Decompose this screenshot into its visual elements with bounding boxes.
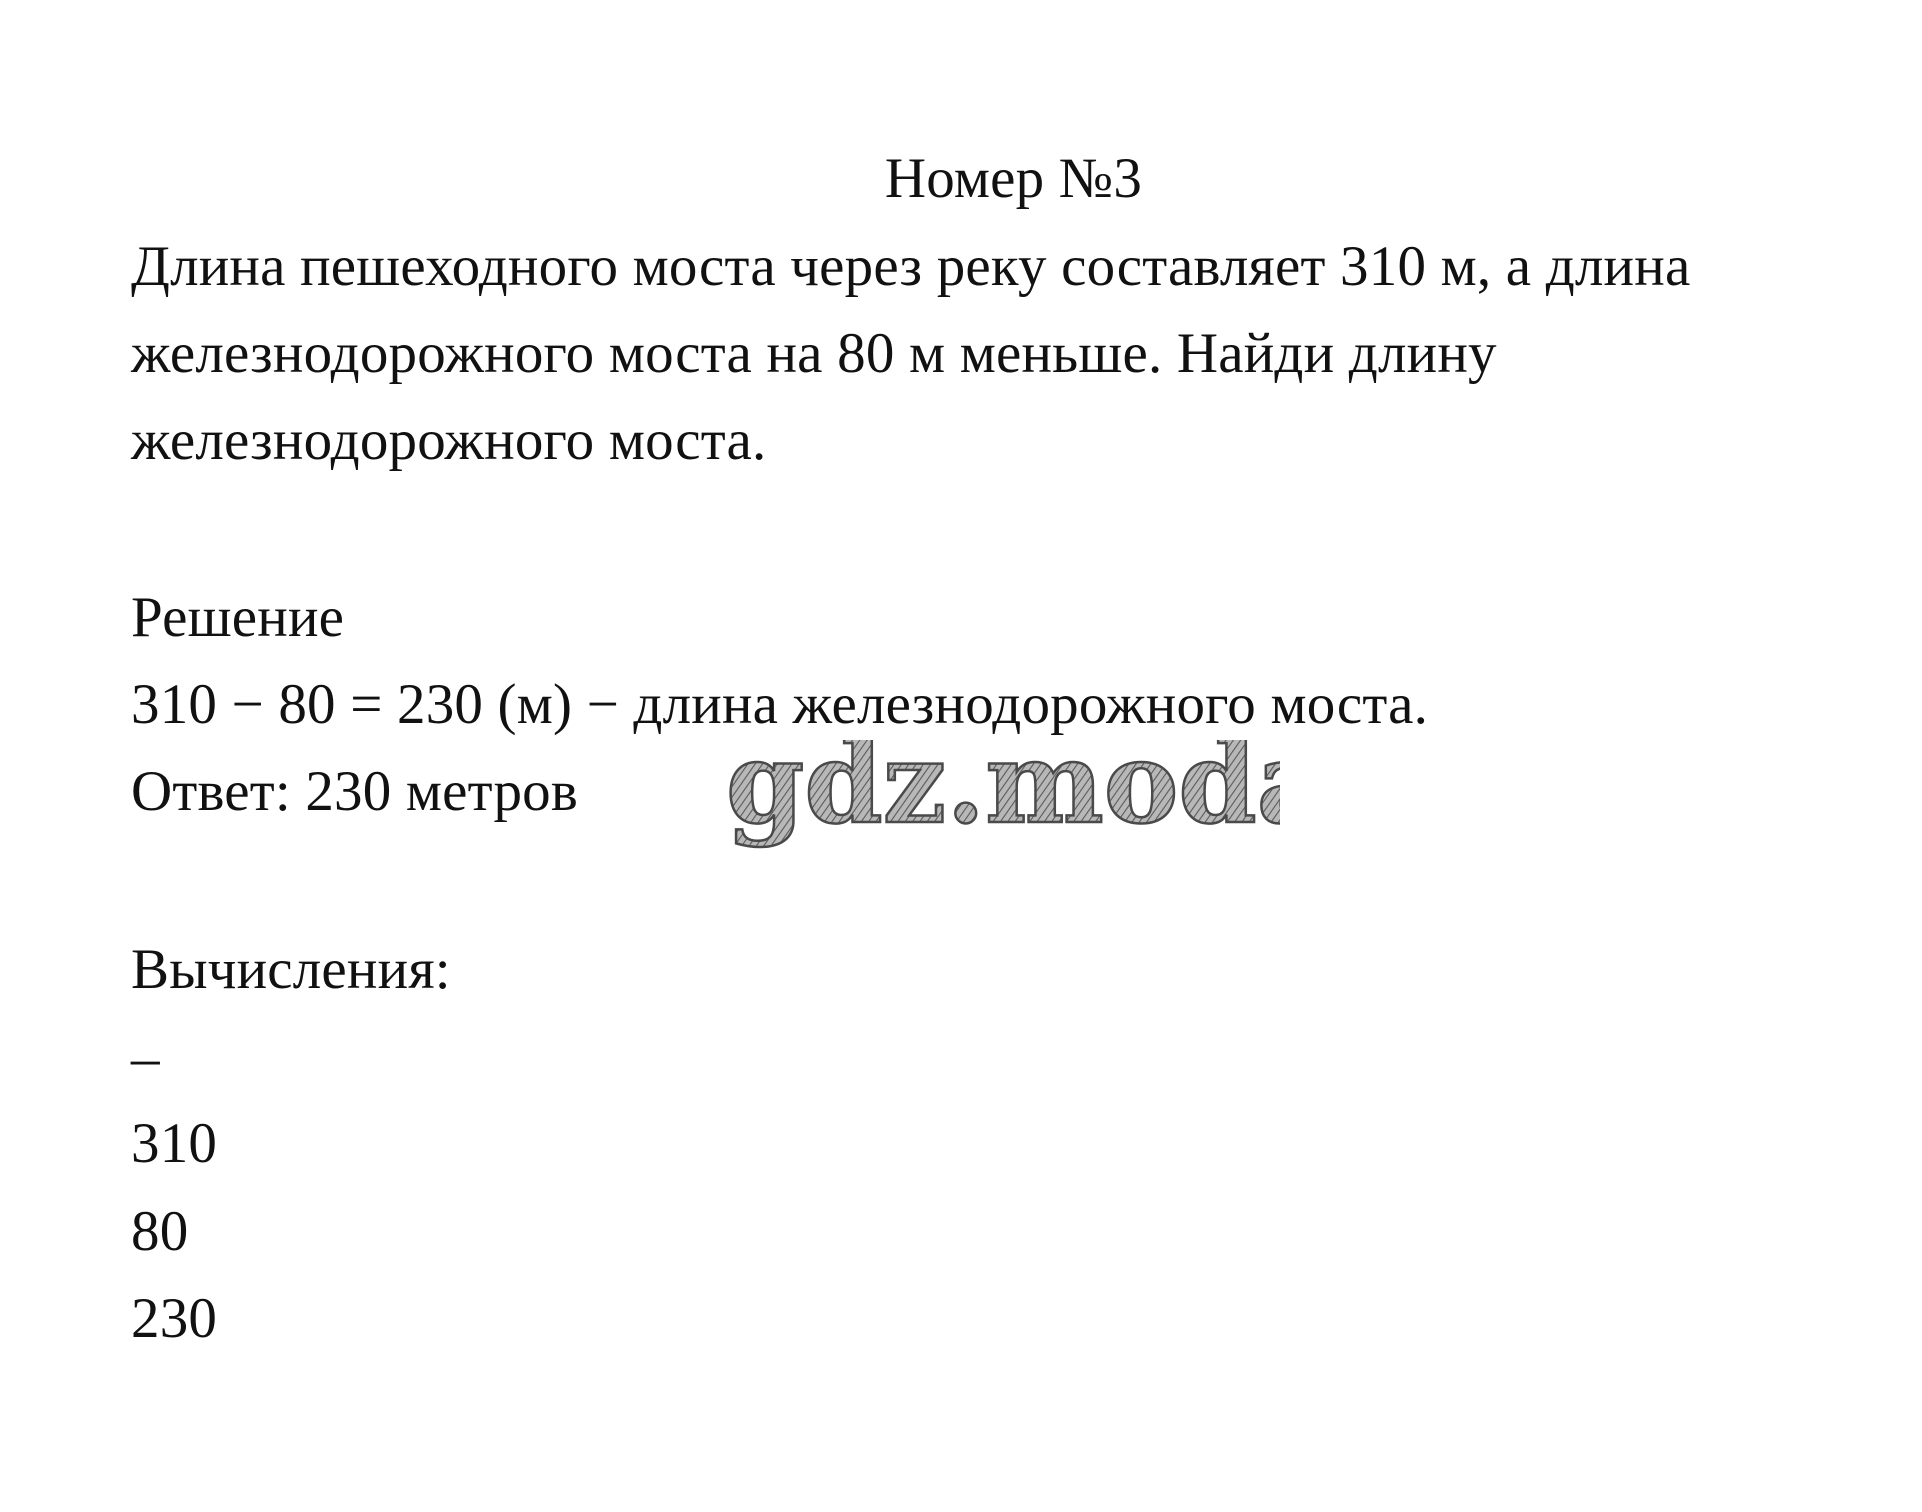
calculation-subtrahend: 80: [131, 1200, 189, 1263]
calculations-heading: Вычисления:: [131, 938, 451, 1001]
watermark-text: gdz.moda: [726, 740, 1280, 849]
solution-expression: 310 − 80 = 230 (м) − длина железнодорожного моста.: [131, 673, 1429, 736]
problem-text-line-1: Длина пешеходного моста через реку составляет 310 м, а длина: [131, 235, 1691, 298]
calculation-result: 230: [131, 1287, 218, 1350]
calculation-minuend: 310: [131, 1112, 218, 1175]
watermark-logo: [720, 740, 1280, 865]
solution-heading: Решение: [131, 586, 345, 649]
problem-text-line-2: железнодорожного моста на 80 м меньше. Найди длину: [131, 322, 1497, 385]
solution-answer: Ответ: 230 метров: [131, 760, 578, 823]
calculation-operator: _: [131, 1007, 160, 1070]
problem-title: Номер №3: [884, 147, 1143, 210]
problem-text-line-3: железнодорожного моста.: [131, 409, 767, 472]
